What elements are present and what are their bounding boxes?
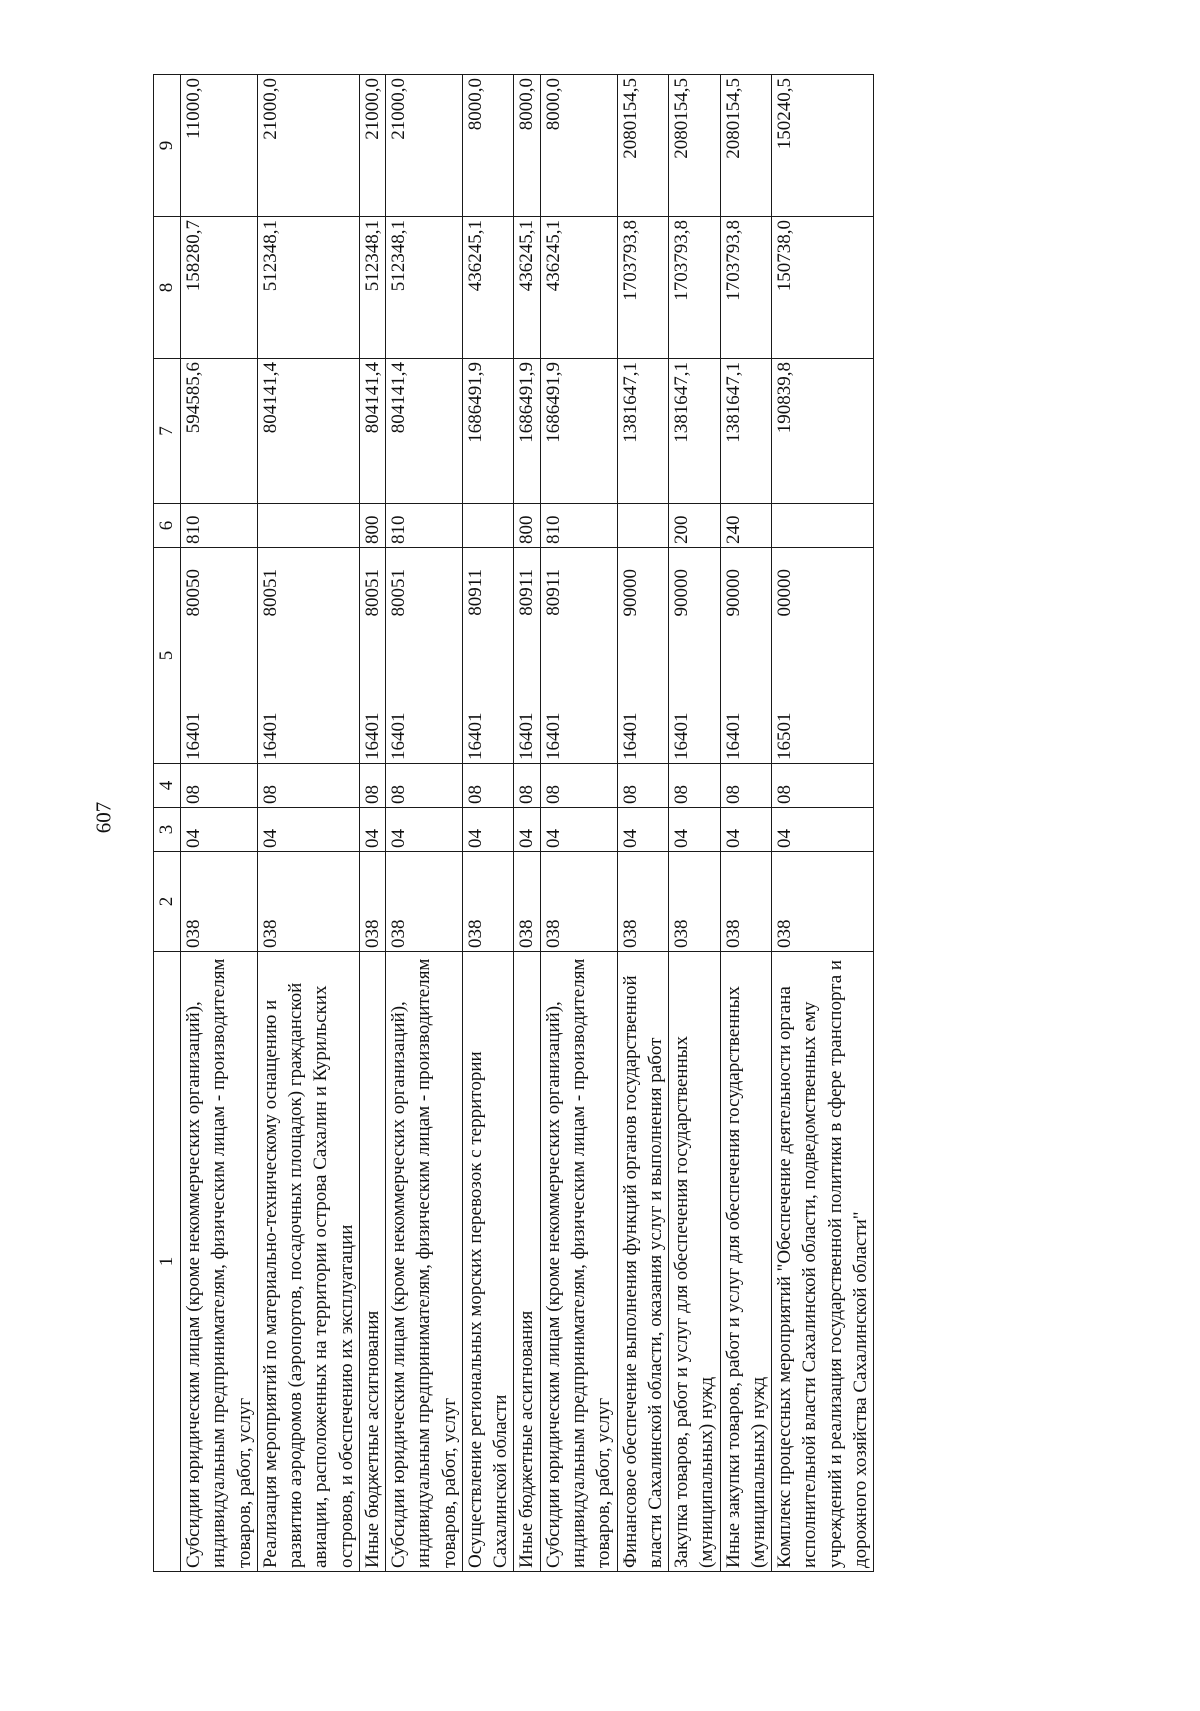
row-direction-code: 80051: [259, 569, 281, 617]
row-code-5: [514, 548, 540, 764]
table-row: [669, 75, 721, 1572]
row-code-5: [181, 548, 258, 764]
row-code-5: [540, 548, 617, 764]
row-code-6: 800: [359, 504, 385, 548]
row-code-2: 038: [462, 852, 514, 952]
row-description: Комплекс процессных мероприятий "Обеспечение деятельности органа исполнительной власти Сахалинской области, подведомственных ему учреждений и реализация государственной политики в сфере транспорта и дорожного хозяйства Сахалинской области": [772, 952, 874, 1572]
row-code-6: [772, 504, 874, 548]
row-code-6: [257, 504, 359, 548]
header-cell: 7: [154, 359, 181, 504]
row-code-3: 04: [181, 808, 258, 852]
row-program-code: 16401: [259, 712, 281, 760]
row-value-9: 8000,0: [540, 75, 617, 217]
row-value-8: 436245,1: [540, 217, 617, 359]
table-row: [540, 75, 617, 1572]
row-code-4: 08: [540, 764, 617, 808]
row-code-6: 800: [514, 504, 540, 548]
row-code-3: 04: [514, 808, 540, 852]
row-code-2: 038: [720, 852, 772, 952]
row-value-7: 190839,8: [772, 359, 874, 504]
row-program-code: 16401: [388, 712, 410, 760]
row-code-2: 038: [257, 852, 359, 952]
row-code-6: 810: [386, 504, 463, 548]
row-code-2: 038: [617, 852, 669, 952]
row-code-4: 08: [772, 764, 874, 808]
row-value-8: 512348,1: [257, 217, 359, 359]
row-value-8: 512348,1: [386, 217, 463, 359]
row-value-9: 2080154,5: [720, 75, 772, 217]
row-description: Иные бюджетные ассигнования: [514, 952, 540, 1572]
row-value-7: 804141,4: [386, 359, 463, 504]
row-direction-code: 80051: [361, 569, 383, 617]
table-row: [720, 75, 772, 1572]
header-row: [154, 75, 181, 1572]
row-direction-code: 90000: [619, 569, 641, 617]
row-description: Субсидии юридическим лицам (кроме некоммерческих организаций), индивидуальным предпринимателям, физическим лицам - производителям товаров, работ, услуг: [181, 952, 258, 1572]
row-code-2: 038: [181, 852, 258, 952]
rotated-table-container: [153, 75, 1077, 1572]
row-program-code: 16401: [361, 712, 383, 760]
row-description: Закупка товаров, работ и услуг для обеспечения государственных (муниципальных) нужд: [669, 952, 721, 1572]
page-number: 607: [91, 801, 116, 834]
row-value-9: 2080154,5: [617, 75, 669, 217]
row-code-2: 038: [772, 852, 874, 952]
row-program-code: 16401: [183, 712, 204, 760]
table-row: [617, 75, 669, 1572]
table-row: [181, 75, 258, 1572]
row-code-5: [617, 548, 669, 764]
row-value-7: 804141,4: [257, 359, 359, 504]
row-value-8: 150738,0: [772, 217, 874, 359]
row-direction-code: 90000: [671, 569, 693, 617]
row-value-7: 804141,4: [359, 359, 385, 504]
row-code-5: [359, 548, 385, 764]
row-value-9: 21000,0: [386, 75, 463, 217]
row-value-7: 594585,6: [181, 359, 258, 504]
table-row: [772, 75, 874, 1572]
row-code-6: 810: [540, 504, 617, 548]
header-cell: 3: [154, 808, 181, 852]
row-value-9: 8000,0: [462, 75, 514, 217]
row-code-3: 04: [720, 808, 772, 852]
row-value-8: 1703793,8: [617, 217, 669, 359]
row-direction-code: 90000: [722, 569, 744, 617]
row-code-5: [772, 548, 874, 764]
row-code-2: 038: [359, 852, 385, 952]
table-row: [386, 75, 463, 1572]
row-direction-code: 00000: [774, 569, 796, 617]
row-code-4: 08: [359, 764, 385, 808]
row-code-5: [462, 548, 514, 764]
row-value-9: 8000,0: [514, 75, 540, 217]
row-value-9: 11000,0: [181, 75, 258, 217]
row-code-2: 038: [514, 852, 540, 952]
row-description: Реализация мероприятий по материально-техническому оснащению и развитию аэродромов (аэропортов, посадочных площадок) гражданской авиации, расположенных на территории острова Сахалин и Курильских островов, и обеспечению их эксплуатации: [257, 952, 359, 1572]
row-code-5: [386, 548, 463, 764]
header-cell: 8: [154, 217, 181, 359]
row-program-code: 16501: [774, 712, 796, 760]
table-row: [359, 75, 385, 1572]
row-code-4: 08: [514, 764, 540, 808]
row-code-5: [257, 548, 359, 764]
row-code-4: 08: [462, 764, 514, 808]
header-cell: 5: [154, 548, 181, 764]
row-direction-code: 80911: [464, 569, 486, 616]
row-code-3: 04: [669, 808, 721, 852]
row-code-5: [669, 548, 721, 764]
table-row: [462, 75, 514, 1572]
budget-table: [153, 74, 874, 1572]
row-program-code: 16401: [722, 712, 744, 760]
row-value-9: 150240,5: [772, 75, 874, 217]
row-program-code: 16401: [671, 712, 693, 760]
row-value-9: 21000,0: [257, 75, 359, 217]
row-code-3: 04: [772, 808, 874, 852]
row-description: Осуществление региональных морских перевозок с территории Сахалинской области: [462, 952, 514, 1572]
row-value-8: 1703793,8: [669, 217, 721, 359]
table-row: [257, 75, 359, 1572]
header-cell: 4: [154, 764, 181, 808]
row-value-7: 1381647,1: [617, 359, 669, 504]
row-code-3: 04: [540, 808, 617, 852]
row-code-6: [617, 504, 669, 548]
row-value-8: 1703793,8: [720, 217, 772, 359]
row-code-2: 038: [669, 852, 721, 952]
row-code-6: 240: [720, 504, 772, 548]
row-code-2: 038: [540, 852, 617, 952]
header-cell: 9: [154, 75, 181, 217]
row-direction-code: 80051: [388, 569, 410, 617]
row-direction-code: 80911: [542, 569, 564, 616]
header-cell: 1: [154, 952, 181, 1572]
row-value-9: 2080154,5: [669, 75, 721, 217]
row-program-code: 16401: [619, 712, 641, 760]
row-code-5: [720, 548, 772, 764]
row-value-7: 1686491,9: [540, 359, 617, 504]
row-value-7: 1686491,9: [462, 359, 514, 504]
row-value-7: 1381647,1: [720, 359, 772, 504]
row-code-3: 04: [359, 808, 385, 852]
row-value-8: 436245,1: [514, 217, 540, 359]
header-cell: 2: [154, 852, 181, 952]
row-program-code: 16401: [516, 712, 538, 760]
row-code-4: 08: [669, 764, 721, 808]
row-description: Иные бюджетные ассигнования: [359, 952, 385, 1572]
row-value-7: 1381647,1: [669, 359, 721, 504]
row-description: Финансовое обеспечение выполнения функций органов государственной власти Сахалинской области, оказания услуг и выполнения работ: [617, 952, 669, 1572]
row-direction-code: 80050: [183, 569, 204, 617]
row-code-6: [462, 504, 514, 548]
row-value-9: 21000,0: [359, 75, 385, 217]
row-code-6: 810: [181, 504, 258, 548]
row-description: Субсидии юридическим лицам (кроме некоммерческих организаций), индивидуальным предпринимателям, физическим лицам - производителям товаров, работ, услуг: [540, 952, 617, 1572]
row-code-4: 08: [386, 764, 463, 808]
row-code-6: 200: [669, 504, 721, 548]
row-code-4: 08: [181, 764, 258, 808]
row-code-3: 04: [462, 808, 514, 852]
row-value-8: 512348,1: [359, 217, 385, 359]
row-code-3: 04: [386, 808, 463, 852]
header-cell: 6: [154, 504, 181, 548]
row-description: Субсидии юридическим лицам (кроме некоммерческих организаций), индивидуальным предпринимателям, физическим лицам - производителям товаров, работ, услуг: [386, 952, 463, 1572]
row-code-4: 08: [720, 764, 772, 808]
row-code-3: 04: [617, 808, 669, 852]
row-code-2: 038: [386, 852, 463, 952]
row-program-code: 16401: [464, 712, 486, 760]
row-value-7: 1686491,9: [514, 359, 540, 504]
row-program-code: 16401: [542, 712, 564, 760]
row-value-8: 158280,7: [181, 217, 258, 359]
row-direction-code: 80911: [516, 569, 538, 616]
row-value-8: 436245,1: [462, 217, 514, 359]
row-code-3: 04: [257, 808, 359, 852]
row-description: Иные закупки товаров, работ и услуг для обеспечения государственных (муниципальных) нужд: [720, 952, 772, 1572]
row-code-4: 08: [617, 764, 669, 808]
table-row: [514, 75, 540, 1572]
row-code-4: 08: [257, 764, 359, 808]
